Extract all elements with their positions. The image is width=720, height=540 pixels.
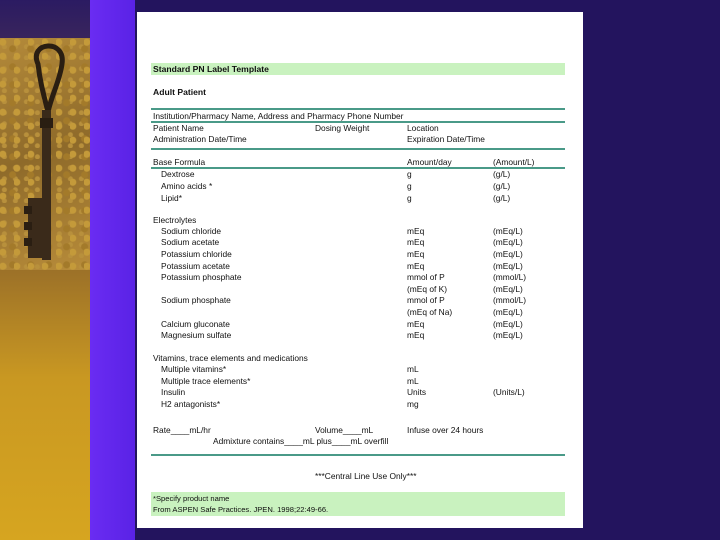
electrolyte-unit: (mEq/L) bbox=[493, 307, 523, 317]
electrolyte-unit: (mEq/L) bbox=[493, 261, 523, 271]
vitamin-name: H2 antagonists* bbox=[161, 399, 221, 409]
electrolytes-heading: Electrolytes bbox=[153, 215, 197, 225]
volume-field: Volume____mL bbox=[315, 425, 374, 435]
electrolyte-amount: mEq bbox=[407, 226, 425, 236]
vitamin-name: Multiple vitamins* bbox=[161, 364, 227, 374]
base-row-name: Lipid* bbox=[161, 193, 182, 203]
admixture-line: Admixture contains____mL plus____mL overfill bbox=[213, 436, 389, 446]
base-formula-heading: Base Formula bbox=[153, 157, 206, 167]
electrolyte-name: Sodium phosphate bbox=[161, 295, 231, 305]
document-title: Standard PN Label Template bbox=[153, 64, 269, 74]
expiration-date-label: Expiration Date/Time bbox=[407, 134, 485, 144]
violet-decorative-band bbox=[90, 0, 135, 540]
footnote-source: From ASPEN Safe Practices. JPEN. 1998;22:49-66. bbox=[153, 505, 329, 514]
footnote-specify: *Specify product name bbox=[153, 494, 230, 503]
electrolyte-name: Calcium gluconate bbox=[161, 319, 230, 329]
vitamin-amount: mL bbox=[407, 364, 419, 374]
vitamins-heading: Vitamins, trace elements and medications bbox=[153, 353, 308, 363]
dosing-weight-label: Dosing Weight bbox=[315, 123, 370, 133]
base-row-name: Amino acids * bbox=[161, 181, 213, 191]
electrolyte-amount: mEq bbox=[407, 249, 425, 259]
electrolyte-unit: (mEq/L) bbox=[493, 284, 523, 294]
base-row-unit: (g/L) bbox=[493, 193, 511, 203]
infuse-note: Infuse over 24 hours bbox=[407, 425, 484, 435]
rule bbox=[151, 454, 565, 456]
rule bbox=[151, 108, 565, 110]
electrolyte-amount: mEq bbox=[407, 319, 425, 329]
electrolyte-amount: (mEq of Na) bbox=[407, 307, 453, 317]
vitamin-amount: Units bbox=[407, 387, 427, 397]
rule bbox=[151, 148, 565, 150]
vitamin-unit: (Units/L) bbox=[493, 387, 525, 397]
electrolyte-unit: (mEq/L) bbox=[493, 330, 523, 340]
electrolyte-amount: mmol of P bbox=[407, 272, 445, 282]
amount-day-heading: Amount/day bbox=[407, 157, 452, 167]
central-line-note: ***Central Line Use Only*** bbox=[315, 471, 417, 481]
base-row-amount: g bbox=[407, 169, 412, 179]
electrolyte-amount: mEq bbox=[407, 261, 425, 271]
electrolyte-unit: (mEq/L) bbox=[493, 249, 523, 259]
electrolyte-name: Sodium chloride bbox=[161, 226, 222, 236]
base-row-amount: g bbox=[407, 181, 412, 191]
electrolyte-amount: mEq bbox=[407, 237, 425, 247]
location-label: Location bbox=[407, 123, 439, 133]
electrolyte-unit: (mEq/L) bbox=[493, 226, 523, 236]
electrolyte-name: Potassium phosphate bbox=[161, 272, 242, 282]
electrolyte-unit: (mmol/L) bbox=[493, 295, 527, 305]
institution-line: Institution/Pharmacy Name, Address and Pharmacy Phone Number bbox=[153, 111, 404, 121]
rate-field: Rate____mL/hr bbox=[153, 425, 211, 435]
electrolyte-name: Sodium acetate bbox=[161, 237, 220, 247]
patient-name-label: Patient Name bbox=[153, 123, 204, 133]
base-row-unit: (g/L) bbox=[493, 181, 511, 191]
base-row-amount: g bbox=[407, 193, 412, 203]
electrolyte-unit: (mEq/L) bbox=[493, 319, 523, 329]
electrolyte-name: Magnesium sulfate bbox=[161, 330, 232, 340]
base-row-name: Dextrose bbox=[161, 169, 195, 179]
vitamin-amount: mL bbox=[407, 376, 419, 386]
antique-key-icon bbox=[0, 38, 90, 270]
vitamin-amount: mg bbox=[407, 399, 419, 409]
electrolyte-unit: (mEq/L) bbox=[493, 237, 523, 247]
base-row-unit: (g/L) bbox=[493, 169, 511, 179]
amount-l-heading: (Amount/L) bbox=[493, 157, 535, 167]
electrolyte-unit: (mmol/L) bbox=[493, 272, 527, 282]
pn-label-document bbox=[137, 12, 583, 528]
document-subtitle: Adult Patient bbox=[153, 87, 206, 97]
administration-date-label: Administration Date/Time bbox=[153, 134, 247, 144]
electrolyte-name: Potassium chloride bbox=[161, 249, 232, 259]
vitamin-name: Insulin bbox=[161, 387, 186, 397]
electrolyte-name: Potassium acetate bbox=[161, 261, 230, 271]
antique-key-photo bbox=[0, 38, 90, 270]
electrolyte-amount: mmol of P bbox=[407, 295, 445, 305]
vitamin-name: Multiple trace elements* bbox=[161, 376, 251, 386]
electrolyte-amount: (mEq of K) bbox=[407, 284, 448, 294]
electrolyte-amount: mEq bbox=[407, 330, 425, 340]
